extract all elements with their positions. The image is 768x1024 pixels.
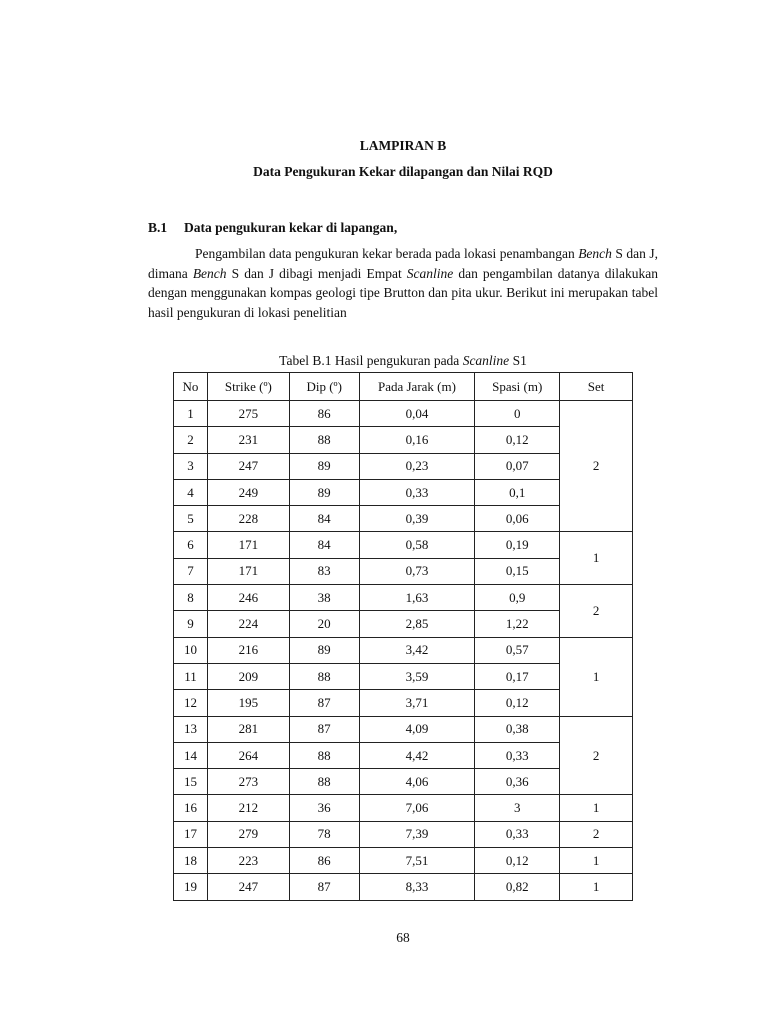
section-number: B.1 <box>148 220 168 235</box>
cell-spasi: 1,22 <box>475 611 560 637</box>
cell-strike: 171 <box>207 558 289 584</box>
table-row <box>174 795 633 821</box>
cell-set: 2 <box>560 821 633 847</box>
cell-spasi: 0,12 <box>475 427 560 453</box>
table-row <box>174 821 633 847</box>
cell-spasi: 0,1 <box>475 479 560 505</box>
cell-strike: 195 <box>207 690 289 716</box>
cell-dip: 87 <box>289 716 359 742</box>
cell-strike: 279 <box>207 821 289 847</box>
cell-spasi: 0,33 <box>475 742 560 768</box>
cell-spasi: 0,38 <box>475 716 560 742</box>
cell-no: 14 <box>174 742 208 768</box>
header-spasi: Spasi (m) <box>475 373 560 401</box>
cell-no: 7 <box>174 558 208 584</box>
cell-no: 9 <box>174 611 208 637</box>
cell-strike: 212 <box>207 795 289 821</box>
cell-spasi: 0,07 <box>475 453 560 479</box>
cell-strike: 216 <box>207 637 289 663</box>
cell-no: 8 <box>174 585 208 611</box>
cell-spasi: 0,17 <box>475 663 560 689</box>
cell-no: 12 <box>174 690 208 716</box>
cell-dip: 36 <box>289 795 359 821</box>
cell-dip: 88 <box>289 769 359 795</box>
page-title: LAMPIRAN B <box>359 138 447 153</box>
cell-spasi: 0,36 <box>475 769 560 795</box>
cell-pada-jarak: 3,42 <box>359 637 475 663</box>
caption-suffix: S1 <box>509 353 527 368</box>
cell-pada-jarak: 0,04 <box>359 401 475 427</box>
cell-pada-jarak: 0,33 <box>359 479 475 505</box>
cell-pada-jarak: 0,23 <box>359 453 475 479</box>
table-row <box>174 585 633 611</box>
header-no: No <box>174 373 208 401</box>
cell-pada-jarak: 0,73 <box>359 558 475 584</box>
cell-pada-jarak: 1,63 <box>359 585 475 611</box>
cell-strike: 264 <box>207 742 289 768</box>
cell-pada-jarak: 3,71 <box>359 690 475 716</box>
cell-no: 16 <box>174 795 208 821</box>
table-body <box>174 401 633 901</box>
section-title: Data pengukuran kekar di lapangan, <box>184 220 398 235</box>
cell-spasi: 0,57 <box>475 637 560 663</box>
cell-no: 10 <box>174 637 208 663</box>
measurement-table <box>173 372 633 901</box>
paragraph-term-bench-1: Bench <box>578 246 612 261</box>
cell-pada-jarak: 7,51 <box>359 848 475 874</box>
paragraph-text-1: Pengambilan data pengukuran kekar berada pada lokasi penambangan <box>195 246 579 261</box>
cell-dip: 87 <box>289 874 359 900</box>
cell-dip: 20 <box>289 611 359 637</box>
cell-spasi: 0,82 <box>475 874 560 900</box>
cell-no: 15 <box>174 769 208 795</box>
cell-dip: 83 <box>289 558 359 584</box>
cell-strike: 273 <box>207 769 289 795</box>
cell-no: 4 <box>174 479 208 505</box>
paragraph-text-3: S dan J dibagi menjadi Empat <box>226 265 407 281</box>
cell-dip: 86 <box>289 401 359 427</box>
cell-no: 13 <box>174 716 208 742</box>
cell-spasi: 0,12 <box>475 848 560 874</box>
cell-pada-jarak: 4,09 <box>359 716 475 742</box>
cell-set: 2 <box>560 716 633 795</box>
cell-dip: 38 <box>289 585 359 611</box>
cell-dip: 89 <box>289 479 359 505</box>
cell-pada-jarak: 4,06 <box>359 769 475 795</box>
table-row <box>174 848 633 874</box>
cell-set: 1 <box>560 637 633 716</box>
cell-dip: 88 <box>289 663 359 689</box>
cell-spasi: 0,19 <box>475 532 560 558</box>
cell-strike: 247 <box>207 453 289 479</box>
cell-dip: 78 <box>289 821 359 847</box>
table-caption <box>0 353 768 369</box>
cell-no: 5 <box>174 506 208 532</box>
cell-pada-jarak: 0,58 <box>359 532 475 558</box>
cell-dip: 89 <box>289 453 359 479</box>
cell-spasi: 0,12 <box>475 690 560 716</box>
cell-set: 1 <box>560 532 633 585</box>
cell-dip: 87 <box>289 690 359 716</box>
cell-strike: 246 <box>207 585 289 611</box>
cell-pada-jarak: 2,85 <box>359 611 475 637</box>
cell-strike: 223 <box>207 848 289 874</box>
cell-strike: 247 <box>207 874 289 900</box>
cell-pada-jarak: 7,06 <box>359 795 475 821</box>
caption-italic: Scanline <box>462 353 510 368</box>
cell-dip: 84 <box>289 506 359 532</box>
table-row <box>174 532 633 558</box>
cell-strike: 231 <box>207 427 289 453</box>
cell-pada-jarak: 7,39 <box>359 821 475 847</box>
cell-no: 2 <box>174 427 208 453</box>
cell-no: 11 <box>174 663 208 689</box>
cell-spasi: 0,06 <box>475 506 560 532</box>
cell-strike: 224 <box>207 611 289 637</box>
cell-dip: 88 <box>289 742 359 768</box>
cell-pada-jarak: 4,42 <box>359 742 475 768</box>
cell-no: 3 <box>174 453 208 479</box>
caption-prefix: Tabel B.1 Hasil pengukuran pada <box>279 353 463 368</box>
paragraph-text-4: dan pengambilan datanya dilakukan dengan menggunakan kompas geologi tipe Brutton dan pita ukur. Berikut ini merupakan tabel hasil pengukuran di lokasi penelitian <box>148 265 658 320</box>
cell-no: 6 <box>174 532 208 558</box>
page-number: 68 <box>396 930 410 945</box>
cell-strike: 281 <box>207 716 289 742</box>
cell-dip: 86 <box>289 848 359 874</box>
paragraph-term-scanline: Scanline <box>406 265 454 281</box>
cell-no: 18 <box>174 848 208 874</box>
header-set: Set <box>560 373 633 401</box>
header-dip: Dip (º) <box>289 373 359 401</box>
body-paragraph <box>148 244 658 322</box>
cell-pada-jarak: 0,39 <box>359 506 475 532</box>
cell-strike: 249 <box>207 479 289 505</box>
cell-strike: 275 <box>207 401 289 427</box>
cell-set: 1 <box>560 795 633 821</box>
cell-strike: 228 <box>207 506 289 532</box>
cell-set: 1 <box>560 874 633 900</box>
table-row <box>174 401 633 427</box>
cell-dip: 88 <box>289 427 359 453</box>
cell-set: 2 <box>560 401 633 532</box>
cell-spasi: 0,33 <box>475 821 560 847</box>
cell-spasi: 0 <box>475 401 560 427</box>
cell-dip: 84 <box>289 532 359 558</box>
cell-set: 1 <box>560 848 633 874</box>
header-strike: Strike (º) <box>207 373 289 401</box>
cell-pada-jarak: 3,59 <box>359 663 475 689</box>
page-subtitle: Data Pengukuran Kekar dilapangan dan Nilai RQD <box>253 164 553 179</box>
cell-no: 1 <box>174 401 208 427</box>
cell-set: 2 <box>560 585 633 638</box>
table-header-row <box>174 373 633 401</box>
cell-pada-jarak: 0,16 <box>359 427 475 453</box>
cell-strike: 209 <box>207 663 289 689</box>
cell-strike: 171 <box>207 532 289 558</box>
cell-pada-jarak: 8,33 <box>359 874 475 900</box>
header-pada-jarak: Pada Jarak (m) <box>359 373 475 401</box>
cell-no: 17 <box>174 821 208 847</box>
cell-spasi: 3 <box>475 795 560 821</box>
cell-spasi: 0,15 <box>475 558 560 584</box>
table-row <box>174 874 633 900</box>
section-heading <box>148 220 397 236</box>
paragraph-text-2: S dan J, dimana <box>148 246 658 281</box>
paragraph-term-bench-2: Bench <box>192 265 227 281</box>
table-row <box>174 716 633 742</box>
cell-spasi: 0,9 <box>475 585 560 611</box>
table-row <box>174 637 633 663</box>
cell-no: 19 <box>174 874 208 900</box>
cell-dip: 89 <box>289 637 359 663</box>
